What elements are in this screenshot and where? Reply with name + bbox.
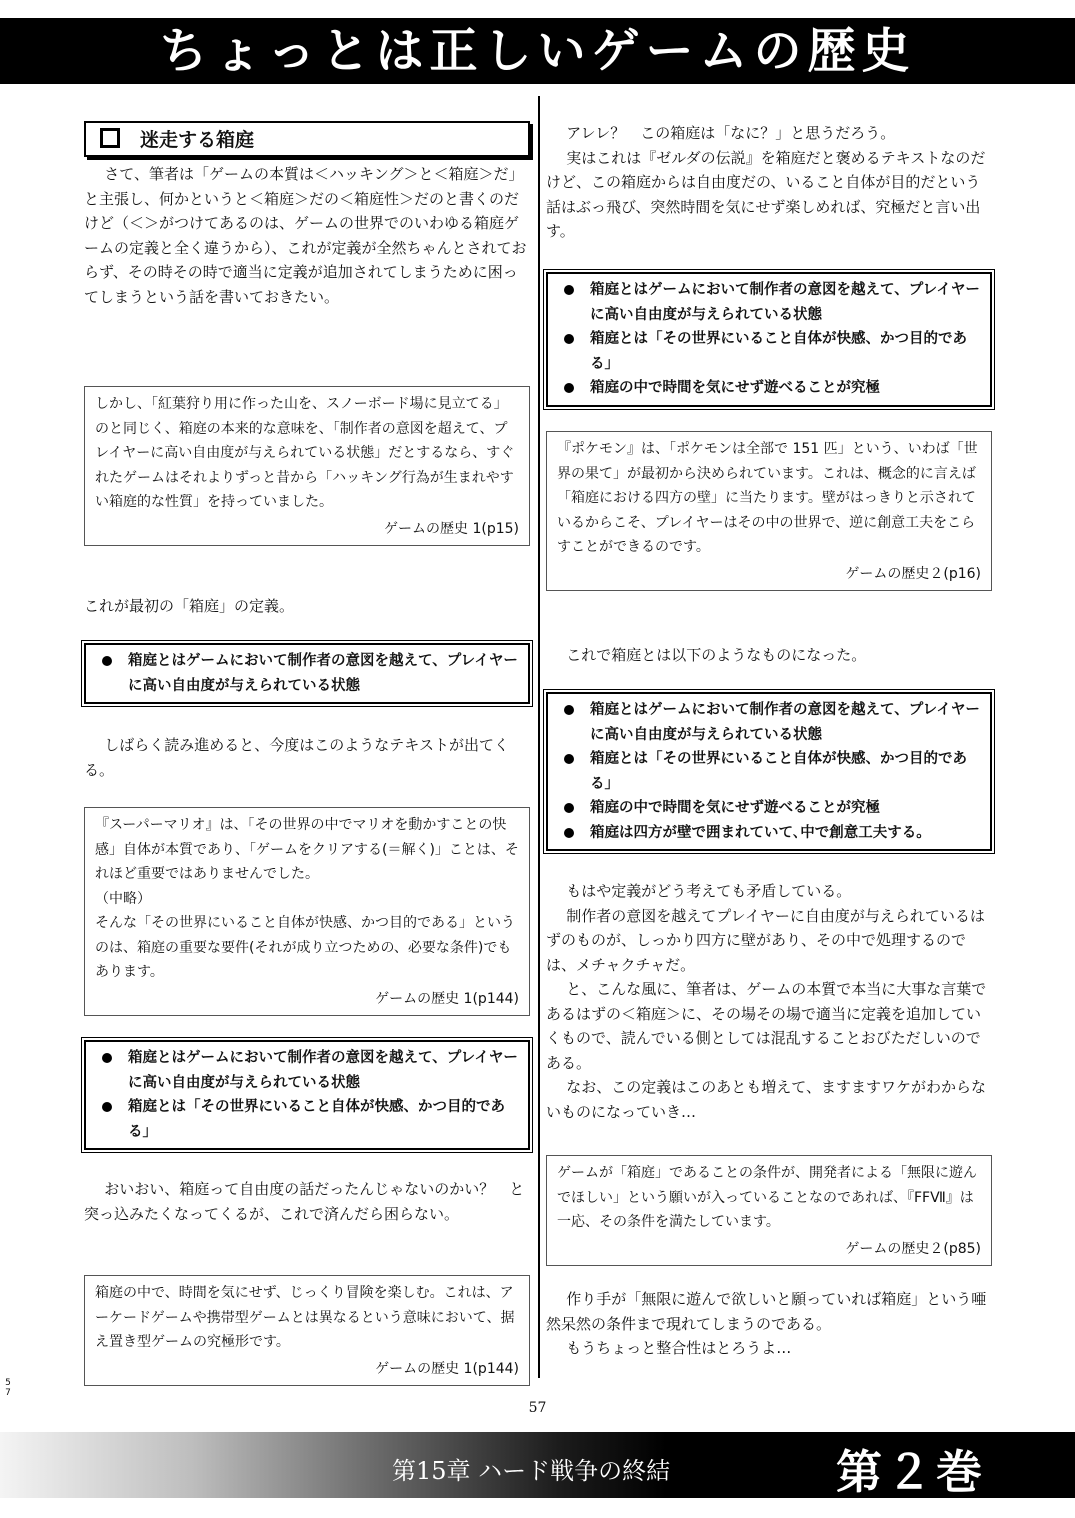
quote-box xyxy=(84,807,530,1016)
definition-item: 箱庭とはゲームにおいて制作者の意図を越えて、プレイヤーに高い自由度が与えられている状態 xyxy=(96,1046,522,1095)
definition-item: 箱庭の中で時間を気にせず遊べることが究極 xyxy=(558,796,984,821)
quote-source: ゲームの歴史 1(p15) xyxy=(384,520,519,537)
paragraph: おいおい、箱庭って自由度の話だったんじゃないのかい？ と突っ込みたくなってくるが、これで済んだら困らない。 xyxy=(84,1180,525,1223)
paragraph: もはや定義がどう考えても矛盾している。 xyxy=(566,882,852,900)
paragraph: さて、筆者は「ゲームの本質は＜ハッキング＞と＜箱庭＞だ」と主張し、何かというと＜箱庭＞だの＜箱庭性＞だのと書くのだけど（＜＞がつけてあるのは、ゲームの世界でのいわゆる箱庭ゲームの定義と全く違うから）、これが定義が全然ちゃんとされておらず、その時その時で適当に定義が追加されてしまうために困ってしまうという話を書いておきたい。 xyxy=(84,165,527,306)
section-heading xyxy=(84,121,530,157)
quote-box xyxy=(546,1155,992,1266)
quote-text: （中略） xyxy=(95,890,151,907)
quote-text: 『スーパーマリオ』は、「その世界の中でマリオを動かすことの快感」自体が本質であり、「ゲームをクリアする(＝解く)」ことは、それほど重要ではありませんでした。 xyxy=(95,817,519,882)
page-title: ちょっとは正しいゲームの歴史 xyxy=(159,23,916,79)
paragraph: なお、この定義はこのあとも増えて、ますますワケがわからないものになっていき… xyxy=(546,1078,986,1121)
definition-box xyxy=(84,643,530,704)
definition-box xyxy=(84,1040,530,1150)
text-block xyxy=(84,1177,530,1226)
text-block xyxy=(546,1287,992,1361)
paragraph: と、こんな風に、筆者は、ゲームの本質で本当に大事な言葉であるはずの＜箱庭＞に、その場その場で適当に定義を追加していくもので、読んでいる側としては混乱することおびただしいのである。 xyxy=(546,980,987,1072)
quote-source: ゲームの歴史２(p85) xyxy=(845,1240,981,1257)
section-heading-text: 迷走する箱庭 xyxy=(140,129,255,151)
quote-text: そんな「その世界にいること自体が快感、かつ目的である」というのは、箱庭の重要な要件(それが成り立つための、必要な条件)でもあります。 xyxy=(95,915,515,980)
paragraph: これで箱庭とは以下のようなものになった。 xyxy=(566,646,867,664)
paragraph: アレレ？ この箱庭は「なに？」と思うだろう。 xyxy=(566,124,896,142)
definition-item: 箱庭とは「その世界にいること自体が快感、かつ目的である」 xyxy=(558,327,984,376)
paragraph: 実はこれは『ゼルダの伝説』を箱庭だと褒めるテキストなのだけど、この箱庭からは自由度だの、いること自体が目的だという話はぶっ飛び、突然時間を気にせず楽しめれば、究極だと言い出す。 xyxy=(546,148,986,240)
definition-item: 箱庭とはゲームにおいて制作者の意図を越えて、プレイヤーに高い自由度が与えられている状態 xyxy=(558,698,984,747)
column-divider xyxy=(538,96,540,1378)
quote-source: ゲームの歴史２(p16) xyxy=(845,565,981,582)
definition-item: 箱庭とはゲームにおいて制作者の意図を越えて、プレイヤーに高い自由度が与えられている状態 xyxy=(96,649,522,698)
page-header xyxy=(0,18,1075,84)
definition-box xyxy=(546,692,992,851)
page-footer xyxy=(0,1432,1075,1498)
side-page-number: 5 7 xyxy=(5,1378,11,1398)
volume-label: 第２巻 xyxy=(836,1445,986,1499)
definition-item: 箱庭とはゲームにおいて制作者の意図を越えて、プレイヤーに高い自由度が与えられている状態 xyxy=(558,278,984,327)
text-block xyxy=(546,879,992,1124)
definition-item: 箱庭は四方が壁で囲まれていて､中で創意工夫する。 xyxy=(558,821,984,846)
page-number: 57 xyxy=(528,1400,547,1416)
quote-text: 箱庭の中で、時間を気にせず、じっくり冒険を楽しむ。これは、アーケードゲームや携帯型ゲームとは異なるという意味において、据え置き型ゲームの究極形です。 xyxy=(95,1285,515,1350)
definition-item: 箱庭の中で時間を気にせず遊べることが究極 xyxy=(558,376,984,401)
quote-box xyxy=(84,386,530,546)
paragraph: 作り手が「無限に遊んで欲しいと願っていれば箱庭」という唖然呆然の条件まで現れてしまうのである。 xyxy=(546,1290,987,1333)
text-block xyxy=(84,594,530,619)
definition-item: 箱庭とは「その世界にいること自体が快感、かつ目的である」 xyxy=(96,1095,522,1144)
quote-text: ゲームが「箱庭」であることの条件が、開発者による「無限に遊んでほしい」という願いが入っていることなのであれば、『FFⅦ』は一応、その条件を満たしています。 xyxy=(557,1165,977,1230)
intro-paragraph xyxy=(84,162,530,309)
quote-text: 『ポケモン』は、「ポケモンは全部で 151 匹」という、いわば「世界の果て」が最初から決められています。これは、概念的に言えば「箱庭における四方の壁」に当たります。壁がはっきりと示されているからこそ、プレイヤーはその中の世界で、逆に創意工夫をこらすことができるのです。 xyxy=(557,441,978,555)
text-block xyxy=(546,121,992,244)
quote-box xyxy=(546,431,992,591)
quote-text: しかし、「紅葉狩り用に作った山を、スノーボード場に見立てる」のと同じく、箱庭の本来的な意味を、「制作者の意図を超えて、プレイヤーに高い自由度が与えられている状態」だとするなら、すぐれたゲームはそれよりずっと昔から「ハッキング行為が生まれやすい箱庭的な性質」を持っていました。 xyxy=(95,396,515,510)
quote-source: ゲームの歴史 1(p144) xyxy=(375,1360,519,1377)
paragraph: これが最初の「箱庭」の定義。 xyxy=(84,597,295,615)
chapter-title: 第15章 ハード戦争の終結 xyxy=(392,1457,671,1485)
paragraph: しばらく読み進めると、今度はこのようなテキストが出てくる。 xyxy=(84,736,509,779)
quote-source: ゲームの歴史 1(p144) xyxy=(375,990,519,1007)
definition-item: 箱庭とは「その世界にいること自体が快感、かつ目的である」 xyxy=(558,747,984,796)
square-bullet-icon xyxy=(100,128,120,148)
paragraph: もうちょっと整合性はとろうよ… xyxy=(566,1339,792,1357)
text-block xyxy=(84,733,530,782)
definition-box xyxy=(546,272,992,407)
quote-box xyxy=(84,1275,530,1386)
text-block xyxy=(546,643,992,668)
paragraph: 制作者の意図を越えてプレイヤーに自由度が与えられているはずのものが、しっかり四方に壁があり、その中で処理するのでは、メチャクチャだ。 xyxy=(546,906,985,974)
